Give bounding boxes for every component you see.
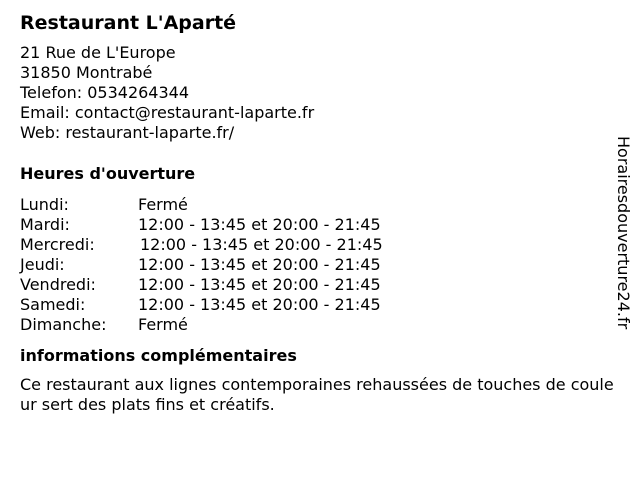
day-label: Samedi: [20, 295, 86, 314]
time-value: 12:00 - 13:45 et 20:00 - 21:45 [140, 235, 383, 254]
hours-row-mercredi [20, 235, 610, 255]
email-text: Email: contact@restaurant-laparte.fr [20, 103, 315, 122]
hours-row-samedi [20, 295, 610, 315]
hours-row-dimanche [20, 315, 610, 335]
day-label: Vendredi: [20, 275, 96, 294]
hours-row-mardi [20, 215, 610, 235]
time-value: 12:00 - 13:45 et 20:00 - 21:45 [138, 255, 381, 274]
day-label: Dimanche: [20, 315, 107, 334]
time-value: 12:00 - 13:45 et 20:00 - 21:45 [138, 275, 381, 294]
phone-text: Telefon: 0534264344 [20, 83, 190, 102]
info-description: Ce restaurant aux lignes contemporaines rehaussées de touches de couleur sert des plats fins et créatifs. [20, 375, 614, 414]
day-label: Jeudi: [20, 255, 65, 274]
time-value: Fermé [138, 315, 188, 334]
hours-table [20, 195, 610, 335]
web-text: Web: restaurant-laparte.fr/ [20, 123, 235, 142]
hours-heading: Heures d'ouverture [20, 164, 196, 183]
hours-row-jeudi [20, 255, 610, 275]
contact-block [20, 43, 610, 143]
time-value: Fermé [138, 195, 188, 214]
time-value: 12:00 - 13:45 et 20:00 - 21:45 [138, 215, 381, 234]
day-label: Mercredi: [20, 235, 95, 254]
restaurant-name: Restaurant L'Aparté [20, 12, 237, 34]
hours-row-lundi [20, 195, 610, 215]
day-label: Mardi: [20, 215, 70, 234]
site-watermark: Horairesdouverture24.fr [614, 136, 633, 330]
restaurant-card [20, 10, 614, 415]
address-city: 31850 Montrabé [20, 63, 153, 82]
info-heading: informations complémentaires [20, 346, 297, 365]
address-street: 21 Rue de L'Europe [20, 43, 176, 62]
day-label: Lundi: [20, 195, 69, 214]
hours-row-vendredi [20, 275, 610, 295]
time-value: 12:00 - 13:45 et 20:00 - 21:45 [138, 295, 381, 314]
